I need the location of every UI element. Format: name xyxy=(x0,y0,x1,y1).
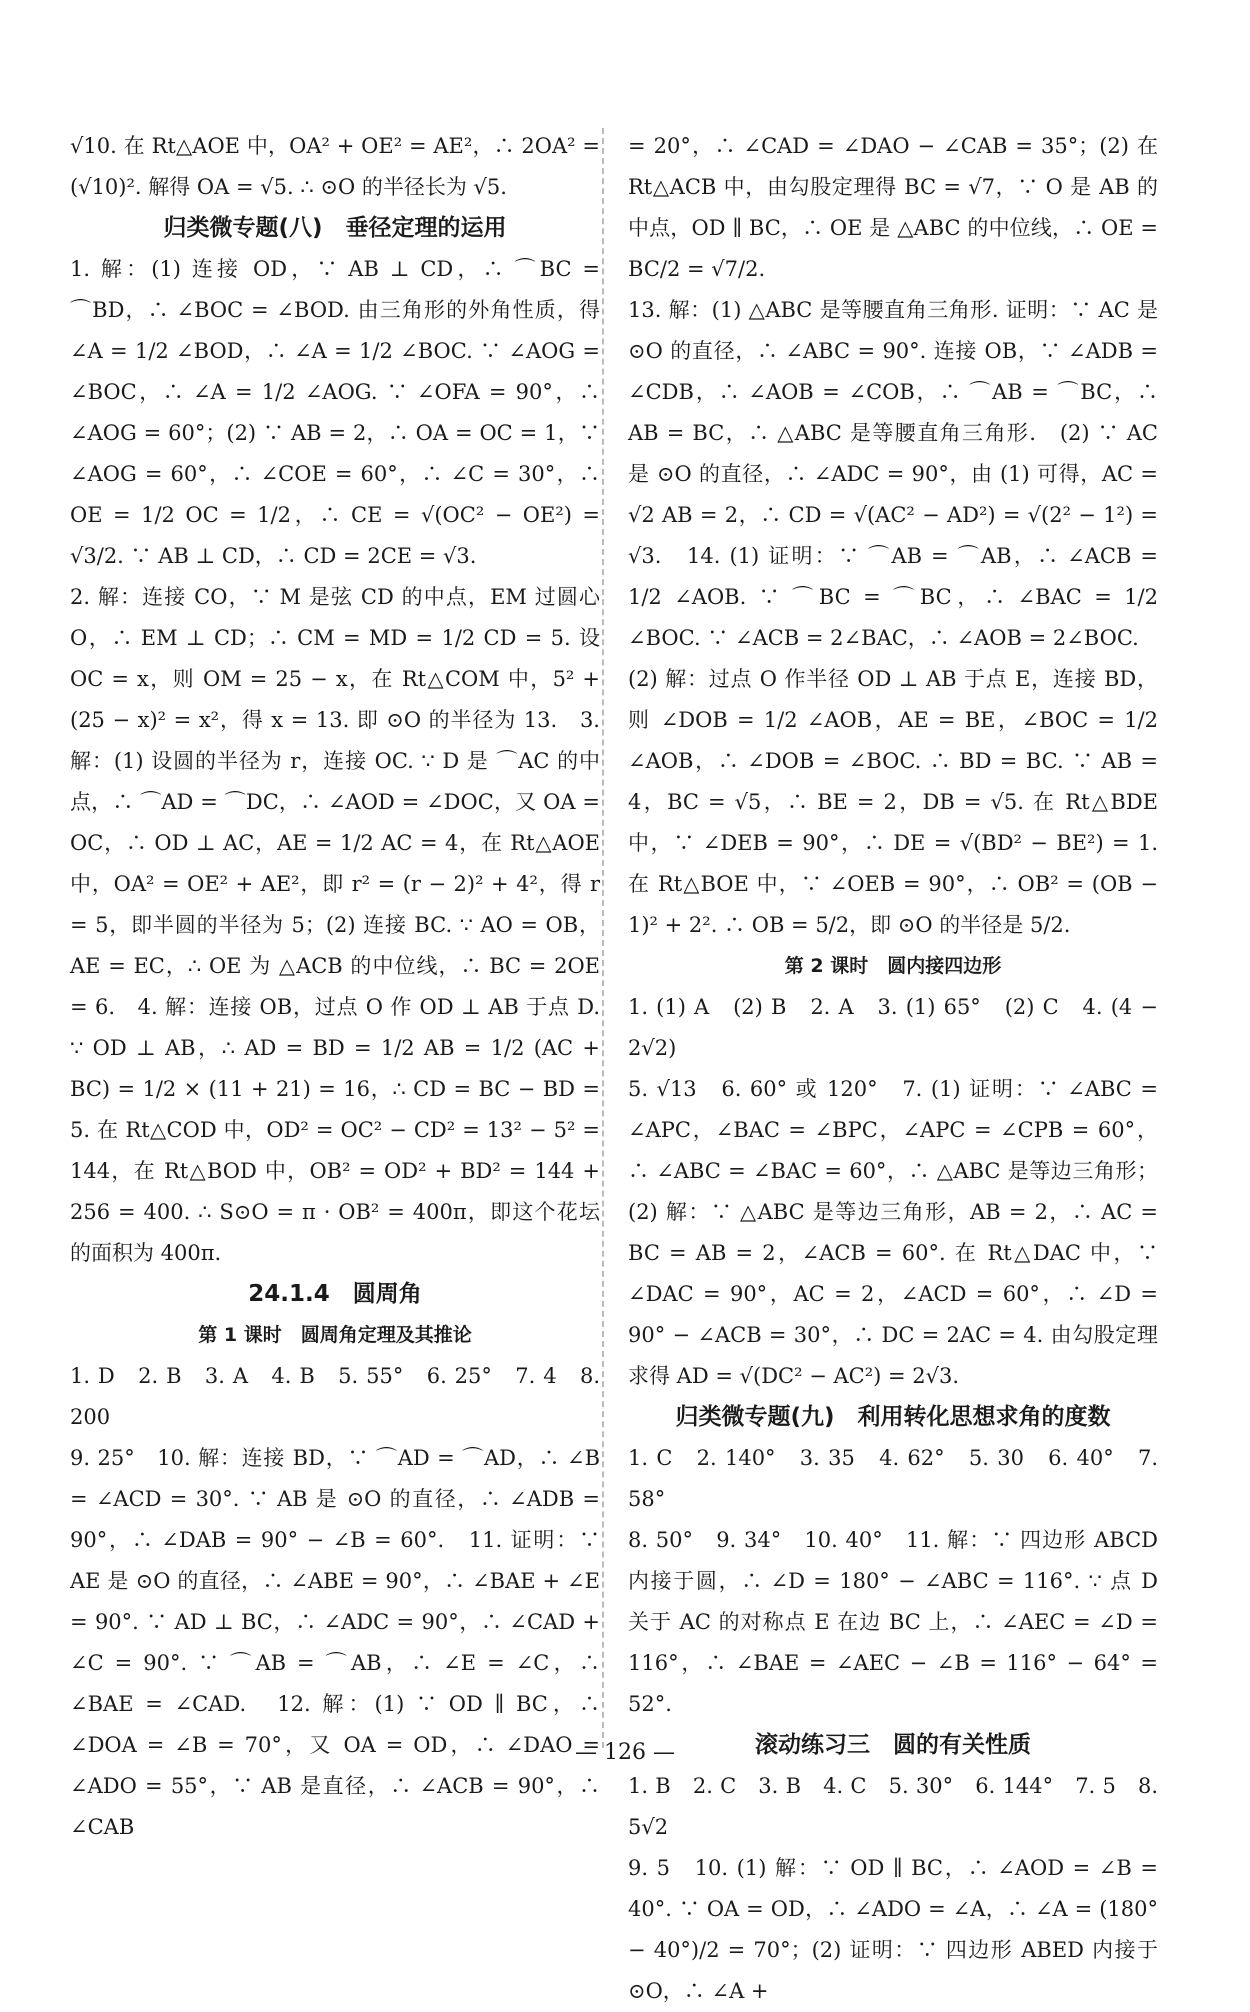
answer-paragraph: 8. 50° 9. 34° 10. 40° 11. 解：∵ 四边形 ABCD 内接于圆，∴ ∠D = 180° − ∠ABC = 116°. ∵ 点 D 关于 AC 的对称点 E 在边 BC 上，∴ ∠AEC = ∠D = 116°，∴ ∠BAE = ∠AEC − ∠B = 116° − 64° = 52°. xyxy=(628,1528,1158,1716)
answer-paragraph: 9. 25° 10. 解：连接 BD，∵ ⌒AD = ⌒AD，∴ ∠B = ∠ACD = 30°. ∵ AB 是 ⊙O 的直径，∴ ∠ADB = 90°，∴ ∠DAB = 90° − ∠B = 60°. 11. 证明：∵ AE 是 ⊙O 的直径，∴ ∠ABE = 90°，∴ ∠BAE + ∠E = 90°. ∵ AD ⊥ BC，∴ ∠ADC = 90°，∴ ∠CAD + ∠C = 90°. ∵ ⌒AB = ⌒AB，∴ ∠E = ∠C，∴ ∠BAE = ∠CAD. 12. 解：(1) ∵ OD ∥ BC，∴ ∠DOA = ∠B = 70°，又 OA = OD，∴ ∠DAO = ∠ADO = 55°，∵ AB 是直径，∴ ∠ACB = 90°，∴ ∠CAB xyxy=(70,1446,600,1839)
answer-paragraph: 13. 解：(1) △ABC 是等腰直角三角形. 证明：∵ AC 是 ⊙O 的直径，∴ ∠ABC = 90°. 连接 OB，∵ ∠ADB = ∠CDB，∴ ∠AOB = ∠COB，∴ ⌒AB = ⌒BC，∴ AB = BC，∴ △ABC 是等腰直角三角形. (2) ∵ AC 是 ⊙O 的直径，∴ ∠ADC = 90°，由 (1) 可得，AC = √2 AB = 2，∴ CD = √(AC² − AD²) = √(2² − 1²) = √3. 14. (1) 证明：∵ ⌒AB = ⌒AB，∴ ∠ACB = 1/2 ∠AOB. ∵ ⌒BC = ⌒BC，∴ ∠BAC = 1/2 ∠BOC. ∵ ∠ACB = 2∠BAC，∴ ∠AOB = 2∠BOC. xyxy=(628,298,1158,650)
answer-paragraph: (2) 解：过点 O 作半径 OD ⊥ AB 于点 E，连接 BD，则 ∠DOB = 1/2 ∠AOB，AE = BE，∠BOC = 1/2 ∠AOB，∴ ∠DOB = ∠BOC. ∴ BD = BC. ∵ AB = 4，BC = √5，∴ BE = 2，DB = √5. 在 Rt△BDE 中，∵ ∠DEB = 90°，∴ DE = √(BD² − BE²) = 1. 在 Rt△BOE 中，∵ ∠OEB = 90°，∴ OB² = (OB − 1)² + 2². ∴ OB = 5/2，即 ⊙O 的半径是 5/2. xyxy=(628,667,1158,937)
answer-paragraph: √10. 在 Rt△AOE 中，OA² + OE² = AE²，∴ 2OA² = (√10)². 解得 OA = √5. ∴ ⊙O 的半径长为 √5. xyxy=(70,134,600,199)
left-column xyxy=(70,126,600,1848)
answer-paragraph: 1. (1) A (2) B 2. A 3. (1) 65° (2) C 4. (4 − 2√2) xyxy=(628,995,1158,1060)
section-heading: 24.1.4 圆周角 xyxy=(248,1281,422,1307)
section-heading: 归类微专题(八) 垂径定理的运用 xyxy=(163,215,507,241)
answer-paragraph: = 20°，∴ ∠CAD = ∠DAO − ∠CAB = 35°；(2) 在 Rt△ACB 中，由勾股定理得 BC = √7，∵ O 是 AB 的中点，OD ∥ BC，∴ OE 是 △ABC 的中位线，∴ OE = BC/2 = √7/2. xyxy=(628,134,1158,281)
answer-paragraph: 1. D 2. B 3. A 4. B 5. 55° 6. 25° 7. 4 8. 200 xyxy=(70,1364,600,1429)
column-divider xyxy=(602,128,604,1748)
answer-paragraph: 1. C 2. 140° 3. 35 4. 62° 5. 30 6. 40° 7. 58° xyxy=(628,1446,1158,1511)
answer-paragraph: 9. 5 10. (1) 解：∵ OD ∥ BC，∴ ∠AOD = ∠B = 40°. ∵ OA = OD，∴ ∠ADO = ∠A，∴ ∠A = (180° − 40°)/2 = 70°；(2) 证明：∵ 四边形 ABED 内接于 ⊙O，∴ ∠A + xyxy=(628,1856,1158,2003)
right-column xyxy=(628,126,1158,2012)
section-heading: 归类微专题(九) 利用转化思想求角的度数 xyxy=(675,1404,1111,1430)
section-subheading: 第 1 课时 圆周角定理及其推论 xyxy=(198,1324,472,1346)
section-subheading: 第 2 课时 圆内接四边形 xyxy=(784,955,1002,977)
answer-paragraph: 1. 解：(1) 连接 OD，∵ AB ⊥ CD，∴ ⌒BC = ⌒BD，∴ ∠BOC = ∠BOD. 由三角形的外角性质，得 ∠A = 1/2 ∠BOD，∴ ∠A = 1/2 ∠BOC. ∵ ∠AOG = ∠BOC，∴ ∠A = 1/2 ∠AOG. ∵ ∠OFA = 90°，∴ ∠AOG = 60°；(2) ∵ AB = 2，∴ OA = OC = 1，∵ ∠AOG = 60°，∴ ∠COE = 60°，∴ ∠C = 30°，∴ OE = 1/2 OC = 1/2，∴ CE = √(OC² − OE²) = √3/2. ∵ AB ⊥ CD，∴ CD = 2CE = √3. xyxy=(70,257,600,568)
answer-paragraph: 2. 解：连接 CO，∵ M 是弦 CD 的中点，EM 过圆心 O，∴ EM ⊥ CD；∴ CM = MD = 1/2 CD = 5. 设 OC = x，则 OM = 25 − x，在 Rt△COM 中，5² + (25 − x)² = x²，得 x = 13. 即 ⊙O 的半径为 13. 3. 解：(1) 设圆的半径为 r，连接 OC. ∵ D 是 ⌒AC 的中点，∴ ⌒AD = ⌒DC，∴ ∠AOD = ∠DOC，又 OA = OC，∴ OD ⊥ AC，AE = 1/2 AC = 4，在 Rt△AOE 中，OA² = OE² + AE²，即 r² = (r − 2)² + 4²，得 r = 5，即半圆的半径为 5；(2) 连接 BC. ∵ AO = OB，AE = EC，∴ OE 为 △ACB 的中位线，∴ BC = 2OE = 6. 4. 解：连接 OB，过点 O 作 OD ⊥ AB 于点 D. ∵ OD ⊥ AB，∴ AD = BD = 1/2 AB = 1/2 (AC + BC) = 1/2 × (11 + 21) = 16，∴ CD = BC − BD = 5. 在 Rt△COD 中，OD² = OC² − CD² = 13² − 5² = 144，在 Rt△BOD 中，OB² = OD² + BD² = 144 + 256 = 400. ∴ S⊙O = π · OB² = 400π，即这个花坛的面积为 400π. xyxy=(70,585,600,1265)
page-number: — 126 — xyxy=(575,1740,675,1765)
section-heading: 滚动练习三 圆的有关性质 xyxy=(755,1732,1031,1758)
answer-paragraph: 5. √13 6. 60° 或 120° 7. (1) 证明：∵ ∠ABC = ∠APC，∠BAC = ∠BPC，∠APC = ∠CPB = 60°，∴ ∠ABC = ∠BAC = 60°，∴ △ABC 是等边三角形；(2) 解：∵ △ABC 是等边三角形，AB = 2，∴ AC = BC = AB = 2，∠ACB = 60°. 在 Rt△DAC 中，∵ ∠DAC = 90°，AC = 2，∠ACD = 60°，∴ ∠D = 90° − ∠ACB = 30°，∴ DC = 2AC = 4. 由勾股定理求得 AD = √(DC² − AC²) = 2√3. xyxy=(628,1077,1158,1388)
answer-paragraph: 1. B 2. C 3. B 4. C 5. 30° 6. 144° 7. 5 8. 5√2 xyxy=(628,1774,1158,1839)
